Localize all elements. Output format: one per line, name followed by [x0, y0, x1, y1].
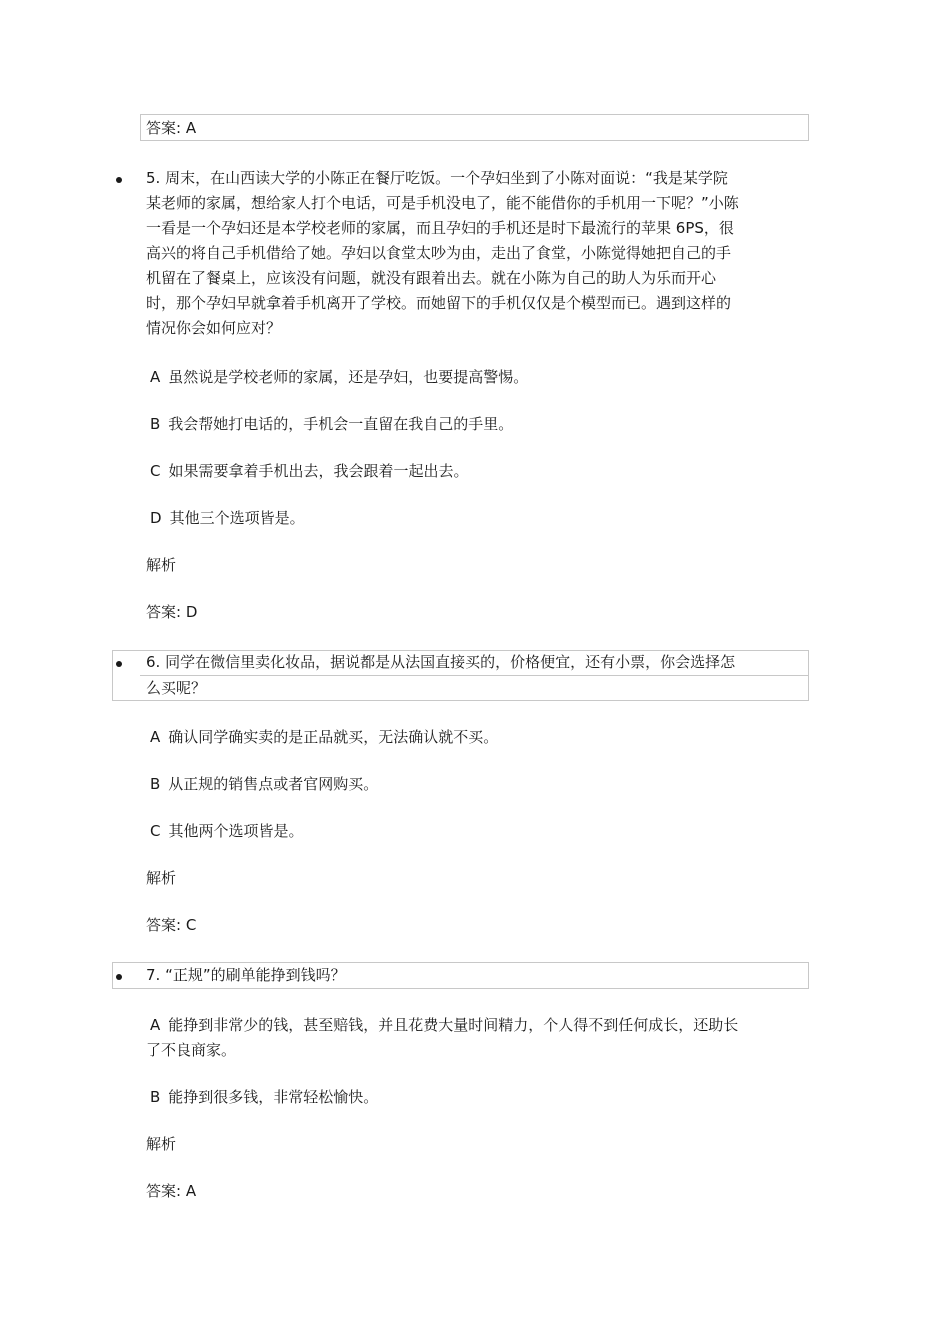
q5-line-4: 高兴的将自己手机借给了她。孕妇以食堂太吵为由，走出了食堂，小陈觉得她把自己的手: [146, 244, 732, 262]
q7-line-1: 7. “正规”的刷单能挣到钱吗？: [146, 966, 346, 984]
option-letter: A: [150, 368, 161, 386]
q7-option-b[interactable]: [150, 1087, 378, 1107]
q6-option-c[interactable]: [150, 821, 304, 841]
q7-answer: 答案: A: [146, 1182, 197, 1200]
q7-analysis: 解析: [146, 1135, 177, 1153]
q5-line-3: 一看是一个孕妇还是本学校老师的家属，而且孕妇的手机还是时下最流行的苹果 6PS，很: [146, 219, 734, 237]
option-text: 如果需要拿着手机出去，我会跟着一起出去。: [168, 462, 469, 480]
q5-option-c[interactable]: [150, 461, 469, 481]
option-letter: A: [150, 728, 161, 746]
q5-line-5: 机留在了餐桌上，应该没有问题，就没有跟着出去。就在小陈为自己的助人为乐而开心: [146, 269, 717, 287]
q5-option-b[interactable]: [150, 414, 513, 434]
q5-line-6: 时，那个孕妇早就拿着手机离开了学校。而她留下的手机仅仅是个模型而已。遇到这样的: [146, 294, 732, 312]
bullet-q6: [116, 661, 122, 667]
q5-analysis: 解析: [146, 556, 177, 574]
q7-option-a-cont: 了不良商家。: [146, 1041, 237, 1059]
q6-line-2: 么买呢？: [146, 679, 207, 697]
option-letter: B: [150, 415, 161, 433]
bullet-q7: [116, 974, 122, 980]
q5-line-7: 情况你会如何应对？: [146, 319, 282, 337]
option-text: 其他两个选项皆是。: [168, 822, 304, 840]
q5-line-2: 某老师的家属，想给家人打个电话，可是手机没电了，能不能借你的手机用一下呢？”小陈: [146, 194, 739, 212]
option-letter: C: [150, 462, 161, 480]
q7-option-a[interactable]: [150, 1015, 738, 1035]
option-letter: B: [150, 775, 161, 793]
option-letter: D: [150, 509, 162, 527]
option-text: 能挣到非常少的钱，甚至赔钱，并且花费大量时间精力，个人得不到任何成长，还助长: [168, 1016, 739, 1034]
option-text: 能挣到很多钱，非常轻松愉快。: [168, 1088, 379, 1106]
option-letter: C: [150, 822, 161, 840]
q5-option-d[interactable]: [150, 508, 305, 528]
option-text: 从正规的销售点或者官网购买。: [168, 775, 379, 793]
q6-analysis: 解析: [146, 869, 177, 887]
option-letter: A: [150, 1016, 161, 1034]
q6-answer: 答案: C: [146, 916, 197, 934]
q5-line-1: 5. 周末，在山西读大学的小陈正在餐厅吃饭。一个孕妇坐到了小陈对面说：“我是某学院: [146, 169, 728, 187]
q5-option-a[interactable]: [150, 367, 528, 387]
bullet-q5: [116, 177, 122, 183]
option-text: 虽然说是学校老师的家属，还是孕妇，也要提高警惕。: [168, 368, 529, 386]
q5-answer: 答案: D: [146, 603, 198, 621]
q6-option-b[interactable]: [150, 774, 378, 794]
option-text: 确认同学确实卖的是正品就买，无法确认就不买。: [168, 728, 499, 746]
q6-line-1: 6. 同学在微信里卖化妆品，据说都是从法国直接买的，价格便宜，还有小票，你会选择怎: [146, 653, 736, 671]
option-text: 其他三个选项皆是。: [169, 509, 305, 527]
q6-option-a[interactable]: [150, 727, 498, 747]
q6-divider: [140, 675, 809, 676]
option-letter: B: [150, 1088, 161, 1106]
prev-answer: 答案: A: [146, 119, 197, 137]
option-text: 我会帮她打电话的，手机会一直留在我自己的手里。: [168, 415, 514, 433]
prev-answer-box: [140, 114, 809, 141]
